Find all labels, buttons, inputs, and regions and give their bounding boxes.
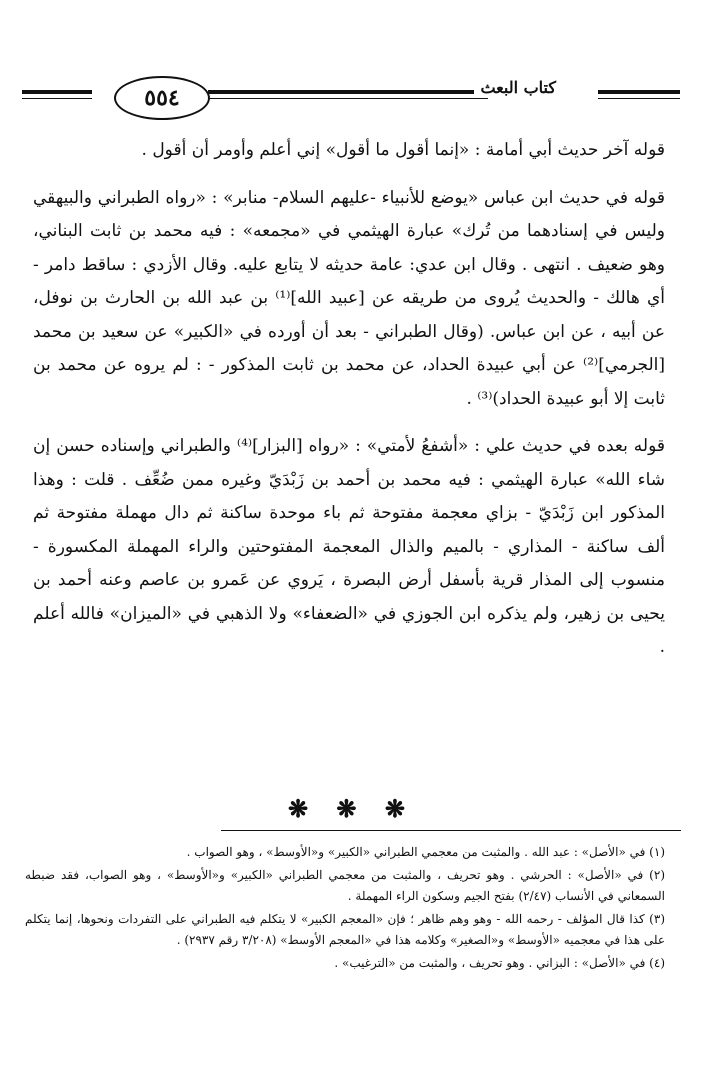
page-number: ٥٥٤ [114, 76, 210, 120]
paragraph-1: قوله آخر حديث أبي أمامة : «إنما أقول ما أقول» إني أعلم وأومر أن أقول . [141, 140, 665, 160]
footnotes [25, 842, 665, 976]
paragraph-3: قوله بعده في حديث علي : «أشفعُ لأمتي» : «رواه [البزار]⁽⁴⁾ والطبراني وإسناده حسن إن شاء الله» عبارة الهيثمي : فيه محمد بن أحمد بن زَبْدَيّ وغيره ممن ضُعِّف . قلت : وهذا المذكور ابن زَبْدَيّ - بزاي معجمة مفتوحة ثم باء موحدة ساكنة ثم دال مهملة مفتوحة ثم ألف ساكنة - المذاري - بالميم والذال المعجمة المفتوحتين والراء المهملة المكسورة - منسوب إلى المذار قرية بأسفل أرض البصرة ، يَروي عن عَمرو بن عاصم وعنه أحمد بن يحيى بن زهير، ولم يذكره ابن الجوزي في «الضعفاء» ولا الذهبي في «الميزان» فالله أعلم . [33, 436, 665, 657]
header-rule-middle [208, 90, 488, 94]
footnote-rule [221, 830, 681, 831]
footnote-4: (٤) في «الأصل» : البزاني . وهو تحريف ، والمثبت من «الترغيب» . [334, 956, 665, 970]
header-rule-left [22, 90, 92, 94]
header-rule-left-thin [22, 98, 92, 99]
section-separator: ❋ ❋ ❋ [287, 794, 416, 823]
header-rule-middle-thin [208, 98, 488, 99]
page-header [22, 76, 680, 120]
main-text [33, 134, 665, 679]
header-rule-right-thin [598, 98, 680, 99]
header-rule-right [598, 90, 680, 94]
footnote-3: (٣) كذا قال المؤلف - رحمه الله - وهو وهم ظاهر ؛ فإن «المعجم الكبير» لا يتكلم فيه الطبراني على التفردات ونحوها، إنما يتكلم على هذا في معجميه «الأوسط» و«الصغير» وكلامه هذا في «المعجم الأوسط» (٣/٢٠٨ رقم ٢٩٣٧) . [25, 912, 665, 947]
footnote-1: (١) في «الأصل» : عبد الله . والمثبت من معجمي الطبراني «الكبير» و«الأوسط» ، وهو الصواب . [186, 845, 665, 859]
footnote-2: (٢) في «الأصل» : الحرشي . وهو تحريف ، والمثبت من معجمي الطبراني «الكبير» و«الأوسط» ، وهو الصواب، فقد ضبطه السمعاني في الأنساب (٢/٤٧) بفتح الجيم وسكون الراء المهملة . [25, 868, 665, 903]
book-title: كتاب البعث [474, 78, 562, 97]
paragraph-2: قوله في حديث ابن عباس «يوضع للأنبياء -عليهم السلام- منابر» : «رواه الطبراني والبيهقي وليس في إسنادهما من تُرك» عبارة الهيثمي في «مجمعه» : فيه محمد بن ثابت البناني، وهو ضعيف . انتهى . وقال ابن عدي: عامة حديثه لا يتابع عليه. وقال الأزدي : ساقط دامر - أي هالك - والحديث يُروى من طريقه عن [عبيد الله]⁽¹⁾ بن عبد الله بن الحارث بن نوفل، عن أبيه ، عن ابن عباس. (وقال الطبراني - بعد أن أورده في «الكبير» عن سعيد بن محمد [الجرمي]⁽²⁾ عن أبي عبيدة الحداد، عن محمد بن ثابت المذكور - : لم يروه عن محمد بن ثابت إلا أبو عبيدة الحداد)⁽³⁾ . [33, 187, 665, 409]
